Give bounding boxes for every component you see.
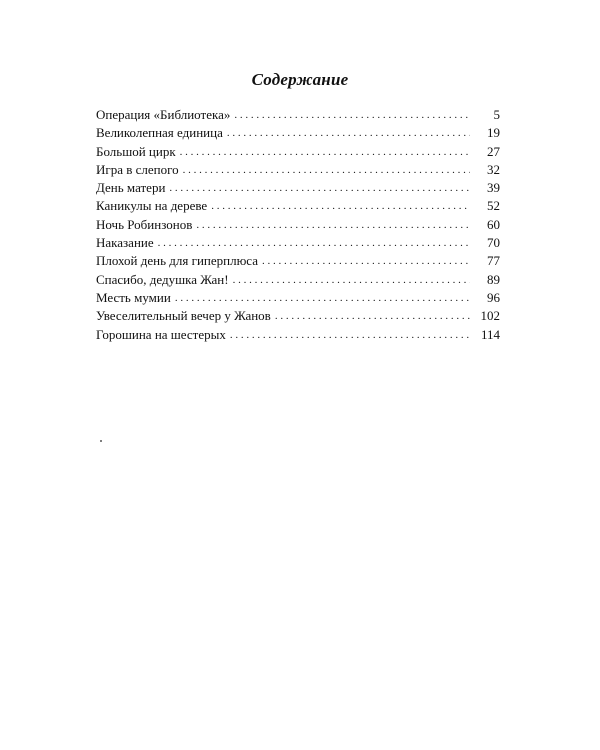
toc-page-number: 60 (487, 216, 500, 232)
toc-entry-title: Ночь Робинзонов (96, 216, 193, 232)
dot-leader (227, 124, 470, 142)
toc-entry-title: Спасибо, дедушка Жан! (96, 271, 229, 287)
toc-page-number: 70 (487, 235, 500, 251)
dot-leader (234, 106, 470, 124)
toc-entry (96, 307, 500, 325)
toc-entry (96, 179, 500, 197)
toc-entry (96, 216, 500, 234)
toc-page-number: 19 (487, 125, 500, 141)
dot-leader (233, 271, 470, 289)
toc-entry (96, 326, 500, 344)
toc-page-number: 39 (487, 180, 500, 196)
page-title: Содержание (251, 70, 349, 89)
toc-page-number: 89 (487, 271, 500, 287)
toc-entry (96, 289, 500, 307)
toc-entry-title: Наказание (96, 235, 154, 251)
dot-leader (175, 289, 470, 307)
toc-entry (96, 161, 500, 179)
dot-leader (262, 252, 470, 270)
toc-entry (96, 271, 500, 289)
toc-entry-title: День матери (96, 180, 166, 196)
toc-page-number: 52 (487, 198, 500, 214)
toc-page-number: 32 (487, 161, 500, 177)
toc-page-number: 27 (487, 143, 500, 159)
toc-page-number: 114 (480, 326, 500, 342)
toc-entry (96, 106, 500, 124)
dot-leader (275, 307, 470, 325)
dot-leader (230, 326, 470, 344)
toc-entry (96, 252, 500, 270)
dot-leader (183, 161, 470, 179)
toc-entry (96, 143, 500, 161)
dot-leader (169, 179, 470, 197)
toc-entry-title: Каникулы на дереве (96, 198, 208, 214)
toc-page-number: 102 (480, 308, 500, 324)
toc-entry-title: Операция «Библиотека» (96, 107, 231, 122)
toc-entry-title: Увеселительный вечер у Жанов (96, 308, 271, 324)
toc-entry-title: Великолепная единица (96, 125, 223, 141)
toc-page-number: 77 (487, 253, 500, 269)
dot-leader (211, 197, 470, 215)
dot-leader (158, 234, 470, 252)
toc-entry-title: Большой цирк (96, 143, 176, 159)
toc-entry-title: Плохой день для гиперплюса (96, 253, 258, 269)
print-speck (100, 440, 102, 442)
toc-entry-title: Горошина на шестерых (96, 326, 226, 342)
dot-leader (196, 216, 470, 234)
toc-entry-title: Месть мумии (96, 289, 171, 305)
toc-page-number: 5 (493, 107, 500, 122)
toc-entry (96, 234, 500, 252)
dot-leader (180, 143, 470, 161)
toc-entry (96, 124, 500, 142)
table-of-contents (96, 106, 500, 344)
toc-entry (96, 197, 500, 215)
toc-entry-title: Игра в слепого (96, 161, 179, 177)
toc-page-number: 96 (487, 289, 500, 305)
